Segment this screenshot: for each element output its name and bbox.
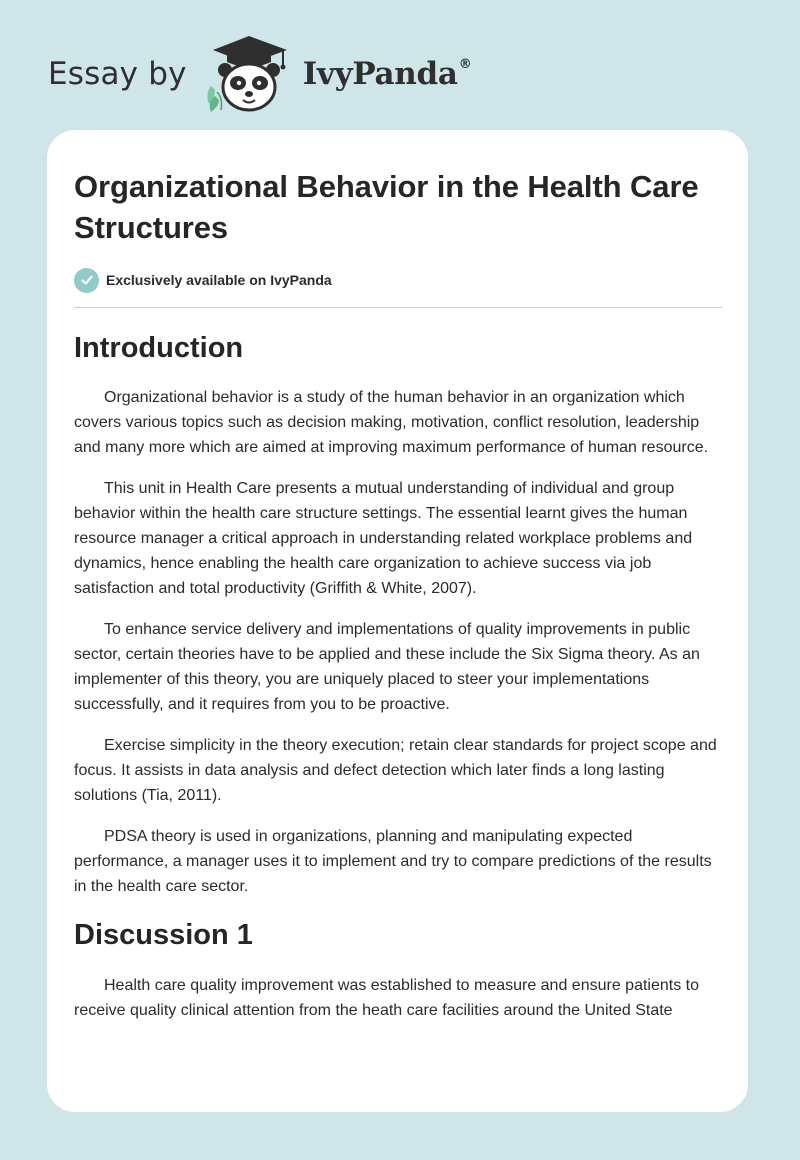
exclusive-badge (74, 267, 722, 293)
paragraph: Health care quality improvement was established to measure and ensure patients to receive quality clinical attention from the heath care facilities around the United State (74, 977, 699, 1019)
site-header (48, 34, 471, 114)
essay-by-label: Essay by (48, 56, 187, 92)
section-introduction (74, 330, 722, 899)
brand-name-text: IvyPanda (302, 56, 458, 92)
paragraph: To enhance service delivery and implementations of quality improvements in public sector, certain theories have to be applied and these include the Six Sigma theory. As an implementer of this theory, you are uniquely placed to steer your implementations successfully, and it requires from you to be proactive. (74, 621, 700, 713)
panda-logo-icon[interactable] (201, 34, 297, 114)
divider (74, 307, 722, 308)
essay-card (47, 130, 748, 1112)
page-title: Organizational Behavior in the Health Care Structures (74, 169, 699, 245)
exclusive-label: Exclusively available on IvyPanda (106, 272, 332, 288)
paragraph: Exercise simplicity in the theory execution; retain clear standards for project scope and focus. It assists in data analysis and defect detection which later finds a long lasting solutions (Tia, 2011). (74, 737, 717, 804)
checkmark-icon (74, 268, 99, 293)
brand-name[interactable] (303, 56, 472, 92)
paragraph: Organizational behavior is a study of the human behavior in an organization which covers various topics such as decision making, motivation, conflict resolution, leadership and many more which are aimed at improving maximum performance of human resource. (74, 389, 709, 456)
registered-mark: ® (458, 57, 472, 72)
section-discussion-1 (74, 917, 722, 1023)
section-heading: Introduction (74, 332, 244, 364)
paragraph: This unit in Health Care presents a mutual understanding of individual and group behavior within the health care structure settings. The essential learnt gives the human resource manager a critical approach in understanding related workplace problems and dynamics, hence enabling the health care organization to achieve success via job satisfaction and total productivity (Griffith & White, 2007). (74, 480, 693, 597)
section-heading: Discussion 1 (74, 919, 253, 951)
paragraph: PDSA theory is used in organizations, planning and manipulating expected performance, a manager uses it to implement and try to compare predictions of the results in the health care sector. (74, 828, 712, 895)
